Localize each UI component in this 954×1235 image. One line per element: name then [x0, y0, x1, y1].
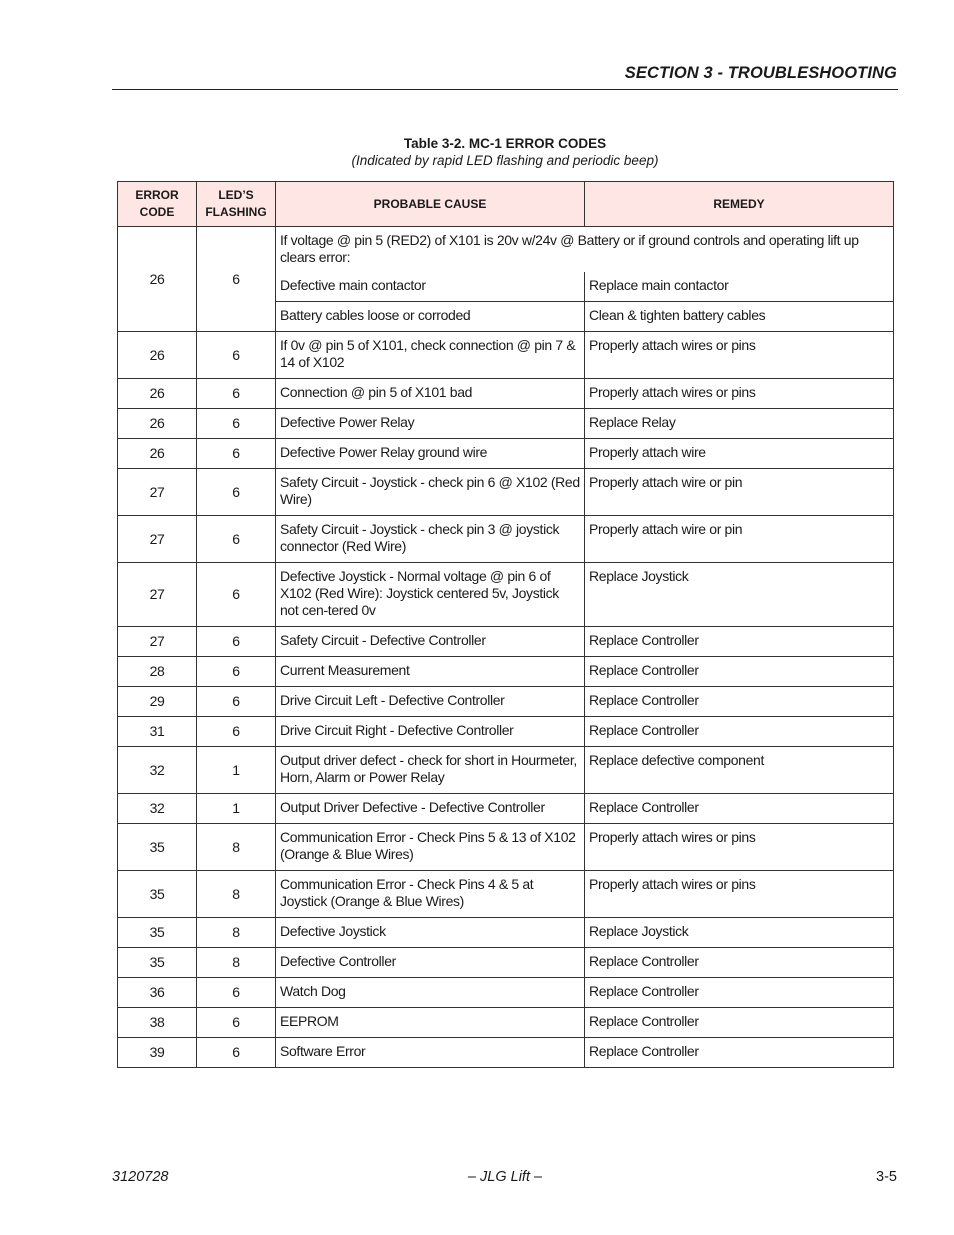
- table-row: [118, 794, 894, 824]
- table-row: [118, 687, 894, 717]
- remedy-cell: Clean & tighten battery cables: [585, 302, 894, 332]
- cause-cell: Safety Circuit - Joystick - check pin 6 @ X102 (Red Wire): [276, 469, 585, 516]
- error-code-cell: 39: [118, 1038, 197, 1068]
- error-code-cell: 31: [118, 717, 197, 747]
- cause-cell: Defective Controller: [276, 948, 585, 978]
- cause-cell: Output driver defect - check for short in Hourmeter, Horn, Alarm or Power Relay: [276, 747, 585, 794]
- error-code-cell: 35: [118, 871, 197, 918]
- error-code-cell: 27: [118, 563, 197, 627]
- remedy-cell: Replace Joystick: [585, 563, 894, 627]
- cause-cell: If 0v @ pin 5 of X101, check connection @ pin 7 & 14 of X102: [276, 332, 585, 379]
- leds-cell: 6: [197, 379, 276, 409]
- remedy-cell: Replace Joystick: [585, 918, 894, 948]
- cause-cell: Defective Joystick: [276, 918, 585, 948]
- leds-cell: 6: [197, 227, 276, 332]
- leds-cell: 6: [197, 978, 276, 1008]
- group-note-cell: If voltage @ pin 5 (RED2) of X101 is 20v w/24v @ Battery or if ground controls and operating lift up clears error:: [276, 227, 894, 272]
- remedy-cell: Replace Controller: [585, 1038, 894, 1068]
- leds-cell: 6: [197, 687, 276, 717]
- error-code-cell: 35: [118, 918, 197, 948]
- leds-cell: 6: [197, 657, 276, 687]
- leds-cell: 6: [197, 627, 276, 657]
- remedy-cell: Properly attach wires or pins: [585, 332, 894, 379]
- doc-number: 3120728: [112, 1169, 169, 1185]
- header-error-code: ERROR CODE: [118, 182, 197, 227]
- remedy-cell: Replace Controller: [585, 794, 894, 824]
- table-row: [118, 439, 894, 469]
- cause-cell: Defective Power Relay: [276, 409, 585, 439]
- header-rule: [112, 89, 898, 90]
- section-header: SECTION 3 - TROUBLESHOOTING: [624, 64, 897, 82]
- table-row: [118, 332, 894, 379]
- cause-cell: Defective Power Relay ground wire: [276, 439, 585, 469]
- header-leds-flashing: LED’S FLASHING: [197, 182, 276, 227]
- cause-cell: Communication Error - Check Pins 5 & 13 of X102 (Orange & Blue Wires): [276, 824, 585, 871]
- remedy-cell: Properly attach wire or pin: [585, 469, 894, 516]
- cause-cell: Battery cables loose or corroded: [276, 302, 585, 332]
- page-number: 3-5: [876, 1169, 897, 1185]
- error-code-cell: 32: [118, 794, 197, 824]
- table-row: [118, 657, 894, 687]
- remedy-cell: Replace Controller: [585, 978, 894, 1008]
- remedy-cell: Replace defective component: [585, 747, 894, 794]
- error-code-cell: 35: [118, 824, 197, 871]
- error-code-cell: 35: [118, 948, 197, 978]
- cause-cell: Drive Circuit Left - Defective Controller: [276, 687, 585, 717]
- table-row: [118, 918, 894, 948]
- leds-cell: 6: [197, 1038, 276, 1068]
- cause-cell: Drive Circuit Right - Defective Controller: [276, 717, 585, 747]
- table-row: [118, 516, 894, 563]
- cause-cell: Safety Circuit - Joystick - check pin 3 @ joystick connector (Red Wire): [276, 516, 585, 563]
- remedy-cell: Replace Controller: [585, 657, 894, 687]
- table-row: [118, 717, 894, 747]
- cause-cell: Connection @ pin 5 of X101 bad: [276, 379, 585, 409]
- table-row: [118, 379, 894, 409]
- leds-cell: 6: [197, 439, 276, 469]
- cause-cell: Communication Error - Check Pins 4 & 5 at Joystick (Orange & Blue Wires): [276, 871, 585, 918]
- leds-cell: 6: [197, 563, 276, 627]
- leds-cell: 8: [197, 948, 276, 978]
- leds-cell: 6: [197, 469, 276, 516]
- table-row: [118, 409, 894, 439]
- cause-cell: Safety Circuit - Defective Controller: [276, 627, 585, 657]
- remedy-cell: Replace Controller: [585, 687, 894, 717]
- leds-cell: 8: [197, 824, 276, 871]
- cause-cell: Defective Joystick - Normal voltage @ pin 6 of X102 (Red Wire): Joystick centered 5v, Joystick not cen-tered 0v: [276, 563, 585, 627]
- remedy-cell: Properly attach wire or pin: [585, 516, 894, 563]
- table-row: [118, 1038, 894, 1068]
- remedy-cell: Replace main contactor: [585, 272, 894, 302]
- leds-cell: 1: [197, 747, 276, 794]
- table-row: [118, 563, 894, 627]
- error-code-cell: 38: [118, 1008, 197, 1038]
- remedy-cell: Properly attach wire: [585, 439, 894, 469]
- table-row: [118, 824, 894, 871]
- remedy-cell: Replace Relay: [585, 409, 894, 439]
- error-code-cell: 32: [118, 747, 197, 794]
- remedy-cell: Replace Controller: [585, 627, 894, 657]
- leds-cell: 6: [197, 717, 276, 747]
- table-row: [118, 1008, 894, 1038]
- error-code-cell: 26: [118, 332, 197, 379]
- cause-cell: Defective main contactor: [276, 272, 585, 302]
- table-row: [118, 227, 894, 272]
- cause-cell: Software Error: [276, 1038, 585, 1068]
- error-code-cell: 28: [118, 657, 197, 687]
- error-codes-table: [117, 181, 894, 1068]
- cause-cell: Output Driver Defective - Defective Controller: [276, 794, 585, 824]
- cause-cell: Current Measurement: [276, 657, 585, 687]
- table-row: [118, 978, 894, 1008]
- error-code-cell: 26: [118, 227, 197, 332]
- table-row: [118, 948, 894, 978]
- leds-cell: 6: [197, 1008, 276, 1038]
- error-code-cell: 29: [118, 687, 197, 717]
- header-remedy: REMEDY: [585, 182, 894, 227]
- cause-cell: Watch Dog: [276, 978, 585, 1008]
- error-code-cell: 27: [118, 627, 197, 657]
- remedy-cell: Properly attach wires or pins: [585, 379, 894, 409]
- table-row: [118, 469, 894, 516]
- table-subtitle: (Indicated by rapid LED flashing and periodic beep): [351, 153, 659, 168]
- remedy-cell: Replace Controller: [585, 948, 894, 978]
- table-row: [118, 871, 894, 918]
- error-code-cell: 26: [118, 409, 197, 439]
- leds-cell: 6: [197, 409, 276, 439]
- table-row: [118, 627, 894, 657]
- leds-cell: 6: [197, 332, 276, 379]
- error-code-cell: 36: [118, 978, 197, 1008]
- remedy-cell: Replace Controller: [585, 717, 894, 747]
- error-code-cell: 26: [118, 439, 197, 469]
- table-row: [118, 747, 894, 794]
- leds-cell: 6: [197, 516, 276, 563]
- leds-cell: 8: [197, 918, 276, 948]
- header-probable-cause: PROBABLE CAUSE: [276, 182, 585, 227]
- error-code-cell: 26: [118, 379, 197, 409]
- table-header-row: [118, 182, 894, 227]
- remedy-cell: Properly attach wires or pins: [585, 871, 894, 918]
- publisher: – JLG Lift –: [467, 1169, 543, 1185]
- cause-cell: EEPROM: [276, 1008, 585, 1038]
- error-code-cell: 27: [118, 469, 197, 516]
- remedy-cell: Properly attach wires or pins: [585, 824, 894, 871]
- remedy-cell: Replace Controller: [585, 1008, 894, 1038]
- leds-cell: 8: [197, 871, 276, 918]
- table-title: Table 3-2. MC-1 ERROR CODES: [403, 136, 607, 151]
- leds-cell: 1: [197, 794, 276, 824]
- error-code-cell: 27: [118, 516, 197, 563]
